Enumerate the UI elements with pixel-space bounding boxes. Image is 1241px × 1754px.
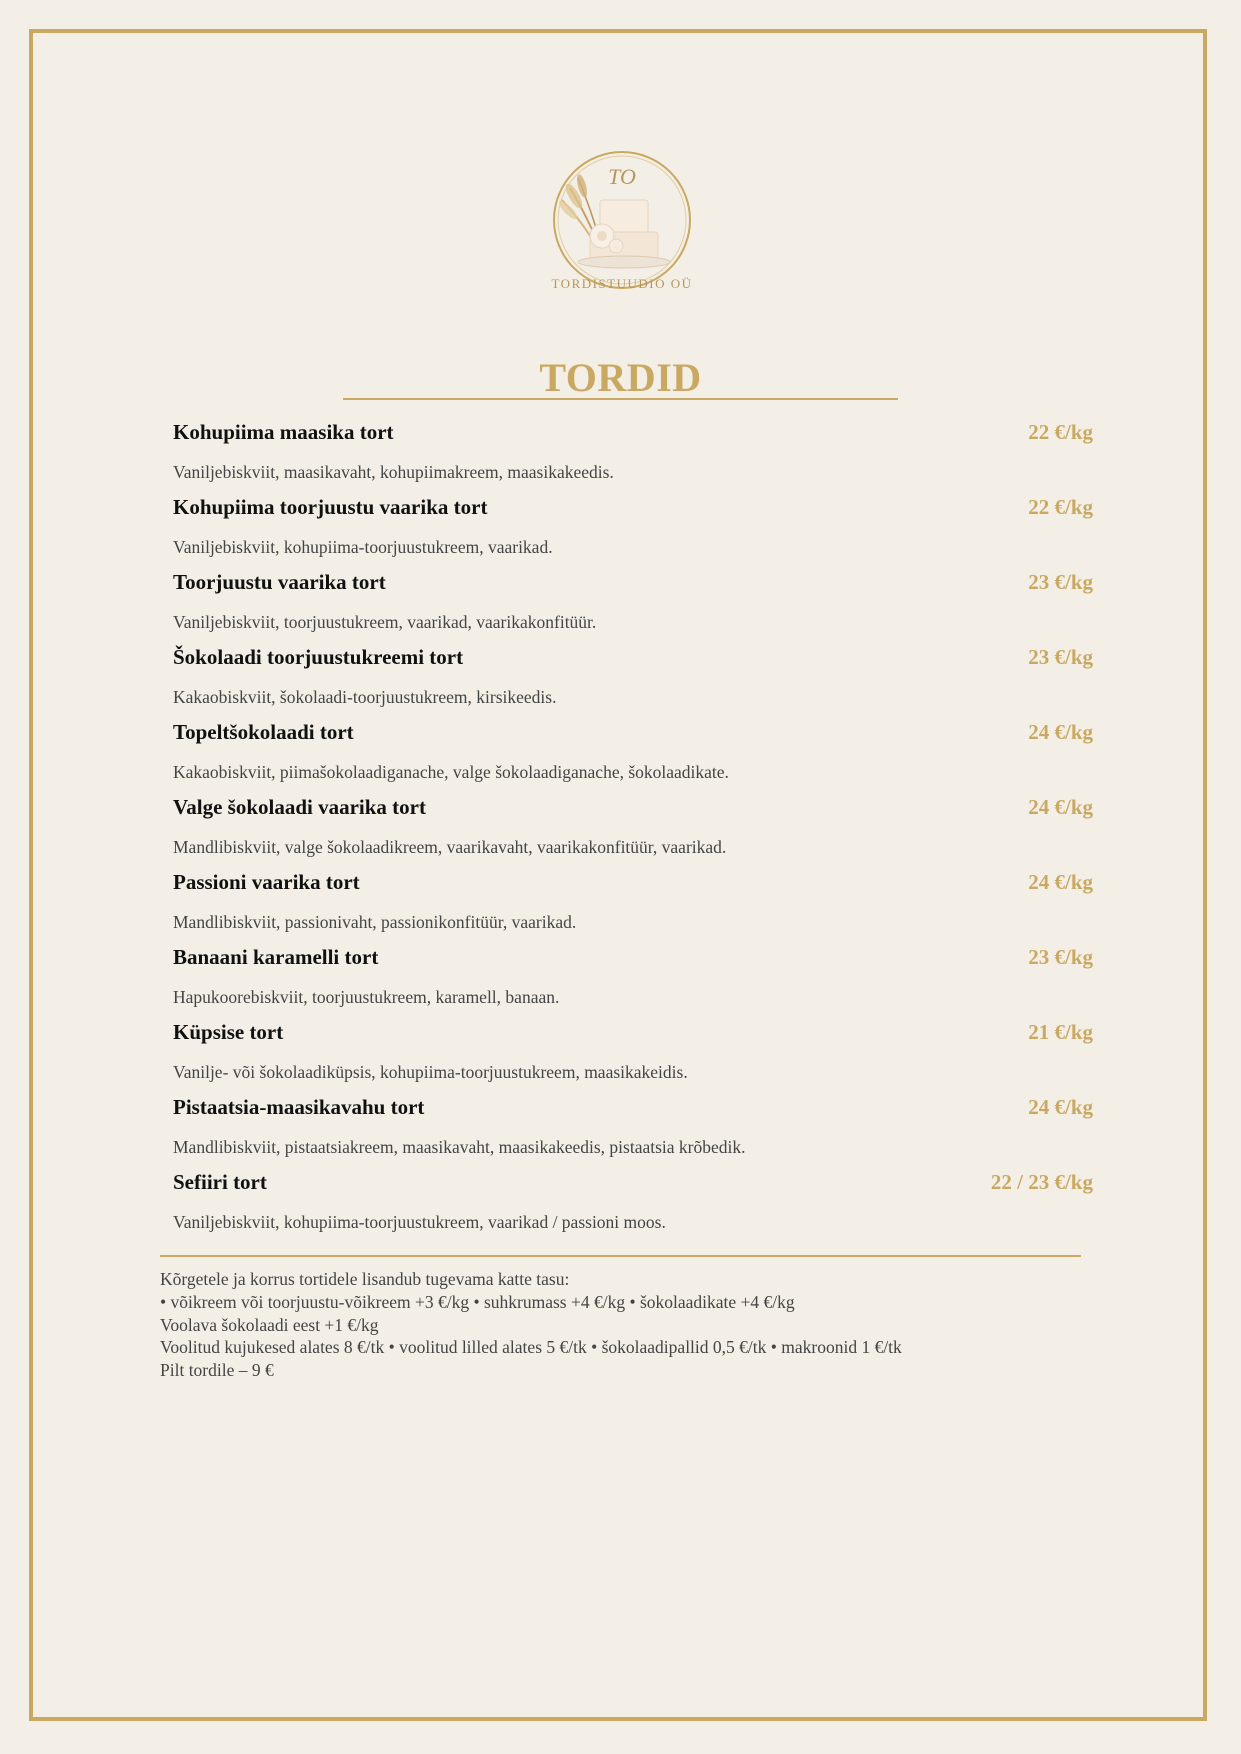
menu-item — [173, 1095, 1093, 1170]
item-description: Kakaobiskviit, šokolaadi-toorjuustukreem, kirsikeedis. — [173, 687, 557, 707]
item-description: Vaniljebiskviit, kohupiima-toorjuustukreem, vaarikad. — [173, 537, 553, 557]
item-price: 23 €/kg — [1028, 645, 1093, 669]
item-description: Vaniljebiskviit, toorjuustukreem, vaarikad, vaarikakonfitüür. — [173, 612, 597, 632]
item-price: 21 €/kg — [1028, 1020, 1093, 1044]
menu-item — [173, 720, 1093, 795]
menu-item — [173, 645, 1093, 720]
brand-logo — [540, 148, 704, 310]
menu-item — [173, 495, 1093, 570]
item-name: Banaani karamelli tort — [173, 945, 379, 969]
menu-item — [173, 795, 1093, 870]
note-line: Voolitud kujukesed alates 8 €/tk • voolitud lilled alates 5 €/tk • šokolaadipallid 0,5 €/tk • makroonid 1 €/tk — [160, 1337, 902, 1358]
notes-divider — [160, 1255, 1081, 1257]
item-price: 24 €/kg — [1028, 795, 1093, 819]
item-price: 24 €/kg — [1028, 870, 1093, 894]
menu-item — [173, 420, 1093, 495]
item-price: 22 €/kg — [1028, 495, 1093, 519]
item-description: Mandlibiskviit, pistaatsiakreem, maasikavaht, maasikakeedis, pistaatsia krõbedik. — [173, 1137, 746, 1157]
item-description: Kakaobiskviit, piimašokolaadiganache, valge šokolaadiganache, šokolaadikate. — [173, 762, 729, 782]
item-name: Küpsise tort — [173, 1020, 284, 1044]
item-description: Vaniljebiskviit, kohupiima-toorjuustukreem, vaarikad / passioni moos. — [173, 1212, 666, 1232]
item-name: Kohupiima maasika tort — [173, 420, 394, 444]
item-price: 24 €/kg — [1028, 720, 1093, 744]
item-price: 24 €/kg — [1028, 1095, 1093, 1119]
item-description: Mandlibiskviit, passionivaht, passionikonfitüür, vaarikad. — [173, 912, 577, 932]
item-price: 22 / 23 €/kg — [990, 1170, 1093, 1194]
logo-monogram: TO — [608, 164, 636, 189]
item-description: Mandlibiskviit, valge šokolaadikreem, vaarikavaht, vaarikakonfitüür, vaarikad. — [173, 837, 727, 857]
item-name: Toorjuustu vaarika tort — [173, 570, 386, 594]
item-description: Vaniljebiskviit, maasikavaht, kohupiimakreem, maasikakeedis. — [173, 462, 614, 482]
menu-item — [173, 1020, 1093, 1095]
logo-brand-name: TORDISTUUDIO OÜ — [551, 276, 693, 291]
item-price: 23 €/kg — [1028, 945, 1093, 969]
menu-list — [173, 420, 1093, 1245]
note-line: Voolava šokolaadi eest +1 €/kg — [160, 1314, 379, 1335]
menu-item — [173, 570, 1093, 645]
item-name: Kohupiima toorjuustu vaarika tort — [173, 495, 488, 519]
menu-item — [173, 945, 1093, 1020]
item-name: Sefiiri tort — [173, 1170, 267, 1194]
item-name: Pistaatsia-maasikavahu tort — [173, 1095, 425, 1119]
item-name: Topeltšokolaadi tort — [173, 720, 354, 744]
item-name: Passioni vaarika tort — [173, 870, 360, 894]
item-description: Vanilje- või šokolaadiküpsis, kohupiima-toorjuustukreem, maasikakeidis. — [173, 1062, 688, 1082]
note-line: • võikreem või toorjuustu-võikreem +3 €/kg • suhkrumass +4 €/kg • šokolaadikate +4 €/kg — [160, 1291, 795, 1312]
note-line: Kõrgetele ja korrus tortidele lisandub tugevama katte tasu: — [160, 1269, 570, 1289]
surcharge-notes — [160, 1268, 1100, 1382]
item-name: Valge šokolaadi vaarika tort — [173, 795, 426, 819]
title-underline — [343, 356, 898, 400]
item-price: 23 €/kg — [1028, 570, 1093, 594]
menu-item — [173, 1170, 1093, 1245]
note-line: Pilt tordile – 9 € — [160, 1360, 274, 1381]
item-description: Hapukoorebiskviit, toorjuustukreem, karamell, banaan. — [173, 987, 560, 1007]
item-name: Šokolaadi toorjuustukreemi tort — [173, 645, 464, 669]
menu-item — [173, 870, 1093, 945]
page-title: TORDID — [539, 355, 702, 400]
item-price: 22 €/kg — [1028, 420, 1093, 444]
